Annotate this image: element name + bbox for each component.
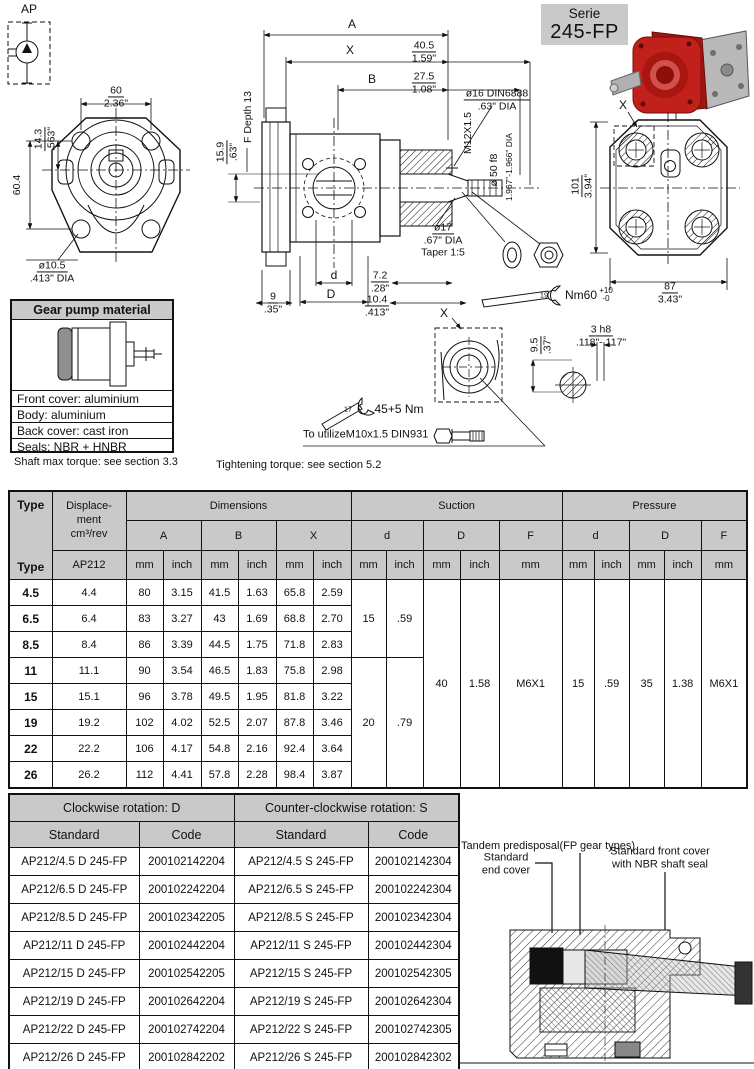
table-row (9, 960, 459, 988)
unit-header: inch (163, 551, 201, 580)
cell: 4.41 (163, 762, 201, 789)
table-row (9, 848, 459, 876)
cell: 46.5 (201, 658, 238, 684)
dim-pilot: ø 50 f8 (487, 153, 500, 187)
cell: 92.4 (276, 736, 313, 762)
table-row (9, 1044, 459, 1069)
dim-10-4: $\frac{10.4}{.413"}$ (364, 293, 390, 319)
cell-merged: M6X1 (701, 580, 747, 789)
cell-standard: AP212/15 S 245-FP (234, 960, 368, 988)
cell-standard: AP212/26 D 245-FP (9, 1044, 139, 1069)
cell: 4.02 (163, 710, 201, 736)
cell-merged: M6X1 (499, 580, 562, 789)
unit-header: inch (313, 551, 351, 580)
dim-101: 101 3.94" (569, 173, 595, 199)
cell: 11.1 (52, 658, 126, 684)
col-header-pressure-D: D (629, 521, 701, 551)
material-row-back-cover: Back cover: cast iron (12, 423, 172, 439)
cell: 3.46 (313, 710, 351, 736)
cell: 6.4 (52, 606, 126, 632)
cell: 75.8 (276, 658, 313, 684)
col-header-x: X (276, 521, 351, 551)
table-row (9, 1016, 459, 1044)
cell: 3.78 (163, 684, 201, 710)
unit-header: inch (664, 551, 701, 580)
cell-standard: AP212/8.5 D 245-FP (9, 904, 139, 932)
cell-standard: AP212/11 S 245-FP (234, 932, 368, 960)
bolt-icon (434, 429, 484, 443)
dim-7-2: $\frac{7.2}{.28"}$ (370, 269, 390, 295)
col-header-suction-d: d (351, 521, 423, 551)
cell: 2.28 (238, 762, 276, 789)
front-view-drawing (26, 98, 190, 264)
col-header-type: Type Type (9, 491, 52, 580)
ap-symbol-drawing (8, 22, 50, 84)
cell-standard: AP212/22 D 245-FP (9, 1016, 139, 1044)
cell-standard: AP212/15 D 245-FP (9, 960, 139, 988)
cell: 87.8 (276, 710, 313, 736)
unit-header: mm (499, 551, 562, 580)
cell: 52.5 (201, 710, 238, 736)
cell: 90 (126, 658, 163, 684)
cell: 4.17 (163, 736, 201, 762)
cell: 2.83 (313, 632, 351, 658)
cell-standard: AP212/4.5 D 245-FP (9, 848, 139, 876)
cell-code: 200102742204 (139, 1016, 234, 1044)
series-label: Serie (568, 5, 601, 21)
cell-code: 200102442304 (368, 932, 459, 960)
cell-standard: AP212/11 D 245-FP (9, 932, 139, 960)
front-cover-label: Standard front cover with NBR shaft seal (610, 845, 710, 870)
material-row-body: Body: aluminium (12, 407, 172, 423)
dim-a-label: A (347, 17, 357, 32)
cell: 102 (126, 710, 163, 736)
group-header-pressure: Pressure (562, 491, 747, 521)
rotation-table (8, 793, 460, 1069)
dim-key-width: $\frac{3 h8}{.118"-.117"}$ (575, 323, 627, 349)
cell: 43 (201, 606, 238, 632)
material-row-seals: Seals: NBR + HNBR (17, 439, 127, 454)
cell: 1.95 (238, 684, 276, 710)
col-header-pressure-f: F (701, 521, 747, 551)
header-code: Code (368, 822, 459, 848)
wrench-19-icon (482, 286, 560, 307)
cell: 2.59 (313, 580, 351, 606)
washer-nut-drawing (503, 242, 563, 268)
nut-torque-tolerance: +10 -0 (599, 286, 613, 303)
cell-code: 200102742305 (368, 1016, 459, 1044)
cell: 8.4 (52, 632, 126, 658)
dimensions-table (8, 490, 748, 789)
cell-code: 200102142304 (368, 848, 459, 876)
cell: 65.8 (276, 580, 313, 606)
cell: 15.1 (52, 684, 126, 710)
cell: 2.98 (313, 658, 351, 684)
table-row (9, 904, 459, 932)
cell: 44.5 (201, 632, 238, 658)
material-row-front-cover: Front cover: aluminium (12, 391, 172, 407)
end-cover-label: Standard end cover (481, 851, 531, 876)
unit-header: inch (594, 551, 629, 580)
unit-header: mm (351, 551, 386, 580)
back-detail-x-label: X (618, 98, 628, 113)
cell-type: 26 (9, 762, 52, 789)
cell-code: 200102342304 (368, 904, 459, 932)
cell-merged: .59 (386, 580, 423, 658)
dim-key-height: 9.5 .37" (528, 335, 554, 355)
cell-merged: 35 (629, 580, 664, 789)
unit-header: mm (423, 551, 460, 580)
unit-header: inch (386, 551, 423, 580)
header-code: Code (139, 822, 234, 848)
tightening-torque-note: Tightening torque: see section 5.2 (216, 459, 382, 471)
cell: 49.5 (201, 684, 238, 710)
cell-code: 200102642304 (368, 988, 459, 1016)
cell-type: 6.5 (9, 606, 52, 632)
col-header-displacement: Displace- ment cm³/rev (52, 491, 126, 551)
dim-87: $\frac{87}{3.43"}$ (657, 280, 683, 306)
dim-front-hole: ø10.5 .413" DIA (29, 259, 75, 285)
wrench-19-size: 19 (539, 290, 549, 300)
dim-d-label: d (330, 268, 338, 283)
cell: 3.15 (163, 580, 201, 606)
dim-thread: M12X1.5 (461, 111, 474, 155)
cell-type: 19 (9, 710, 52, 736)
cell: 2.70 (313, 606, 351, 632)
dim-f-depth: F Depth 13 (241, 91, 254, 143)
header-counter-clockwise: Counter-clockwise rotation: S (234, 794, 459, 822)
unit-header: mm (629, 551, 664, 580)
cell: 86 (126, 632, 163, 658)
dim-9: $\frac{9}{.35"}$ (263, 290, 283, 316)
col-header-suction-D: D (423, 521, 499, 551)
cell-merged: 1.58 (460, 580, 499, 789)
dim-front-width: $\frac{60}{2.36"}$ (103, 84, 129, 110)
material-box (10, 299, 174, 453)
cell: 96 (126, 684, 163, 710)
cell-code: 200102142204 (139, 848, 234, 876)
cell-standard: AP212/19 D 245-FP (9, 988, 139, 1016)
dim-cap-d-label: D (326, 287, 336, 302)
col-header-suction-f: F (499, 521, 562, 551)
col-header-a: A (126, 521, 201, 551)
cell: 57.8 (201, 762, 238, 789)
cell-code: 200102442204 (139, 932, 234, 960)
dim-front-height: 60.4 (10, 174, 23, 196)
cell: 112 (126, 762, 163, 789)
pump-photo (610, 31, 749, 120)
cell: 3.27 (163, 606, 201, 632)
wrench-17-size: 17 (343, 404, 353, 414)
cell-standard: AP212/8.5 S 245-FP (234, 904, 368, 932)
cell: 106 (126, 736, 163, 762)
material-box-title: Gear pump material (12, 301, 172, 320)
cell-code: 200102242304 (368, 876, 459, 904)
series-value: 245-FP (550, 20, 619, 43)
unit-header: mm (126, 551, 163, 580)
cell-standard: AP212/26 S 245-FP (234, 1044, 368, 1069)
cell-type: 15 (9, 684, 52, 710)
cell-standard: AP212/22 S 245-FP (234, 1016, 368, 1044)
cell: 54.8 (201, 736, 238, 762)
cell-type: 8.5 (9, 632, 52, 658)
bolt-note: To utilizeM10x1.5 DIN931 (303, 428, 429, 441)
cell: 41.5 (201, 580, 238, 606)
cell-code: 200102342205 (139, 904, 234, 932)
ap-symbol-label: AP (20, 2, 38, 17)
cell-standard: AP212/6.5 D 245-FP (9, 876, 139, 904)
table-row (9, 988, 459, 1016)
cell: 3.39 (163, 632, 201, 658)
cell: 3.22 (313, 684, 351, 710)
cell-code: 200102842202 (139, 1044, 234, 1069)
cell: 19.2 (52, 710, 126, 736)
cell-merged: 1.38 (664, 580, 701, 789)
col-header-ap212: AP212 (52, 551, 126, 580)
unit-header: inch (238, 551, 276, 580)
cell-type: 11 (9, 658, 52, 684)
cell-type: 22 (9, 736, 52, 762)
cell-code: 200102542205 (139, 960, 234, 988)
cell: 3.54 (163, 658, 201, 684)
unit-header: inch (460, 551, 499, 580)
col-header-b: B (201, 521, 276, 551)
cell-displacement: 4.4 (52, 580, 126, 606)
cell-merged: 15 (351, 580, 386, 658)
group-header-suction: Suction (351, 491, 562, 521)
nut-torque-value: Nm60 (564, 288, 598, 303)
unit-header: mm (562, 551, 594, 580)
col-header-pressure-d: d (562, 521, 629, 551)
cell-merged: 40 (423, 580, 460, 789)
cell: 1.69 (238, 606, 276, 632)
dim-x-label: X (345, 43, 355, 58)
cell-merged: .79 (386, 658, 423, 789)
cell: 83 (126, 606, 163, 632)
unit-header: mm (276, 551, 313, 580)
dim-27-5: $\frac{27.5}{1.08"}$ (411, 70, 437, 96)
tandem-title: Tandem predisposal(FP gear types) (461, 840, 636, 852)
cell-code: 200102842302 (368, 1044, 459, 1069)
dim-b-label: B (367, 72, 377, 87)
cell-code: 200102242204 (139, 876, 234, 904)
cell: 98.4 (276, 762, 313, 789)
dim-front-offset: 14.3 .563" (32, 126, 58, 152)
cell-merged: 15 (562, 580, 594, 789)
cell: 80 (126, 580, 163, 606)
cell: 81.8 (276, 684, 313, 710)
cell: 22.2 (52, 736, 126, 762)
cell-merged: .59 (594, 580, 629, 789)
material-box-figure (12, 320, 172, 391)
table-row (9, 932, 459, 960)
detail-torque-value: 45+5 Nm (374, 402, 424, 417)
detail-x-drawing (303, 318, 545, 446)
cell: 1.83 (238, 658, 276, 684)
cell: 71.8 (276, 632, 313, 658)
cell: 1.75 (238, 632, 276, 658)
series-badge (541, 4, 628, 45)
detail-x-label: X (439, 306, 449, 321)
cell: 2.16 (238, 736, 276, 762)
back-view-drawing (590, 112, 740, 290)
cell: 2.07 (238, 710, 276, 736)
cell: 26.2 (52, 762, 126, 789)
cell-type: 4.5 (9, 580, 52, 606)
dim-40-5: $\frac{40.5}{1.59"}$ (411, 39, 437, 65)
dim-taper: ø17 .67" DIA Taper 1:5 (421, 221, 465, 259)
unit-header: mm (201, 551, 238, 580)
table-row (9, 876, 459, 904)
cell-code: 200102542305 (368, 960, 459, 988)
header-standard: Standard (9, 822, 139, 848)
header-clockwise: Clockwise rotation: D (9, 794, 234, 822)
header-standard: Standard (234, 822, 368, 848)
cell: 68.8 (276, 606, 313, 632)
cell-standard: AP212/4.5 S 245-FP (234, 848, 368, 876)
unit-header: mm (701, 551, 747, 580)
dim-key-note: ø16 DIN6888 .63" DIA (465, 87, 529, 113)
cell: 1.63 (238, 580, 276, 606)
cell-code: 200102642204 (139, 988, 234, 1016)
table-row (9, 580, 747, 606)
cell-merged: 20 (351, 658, 386, 789)
cell-standard: AP212/19 S 245-FP (234, 988, 368, 1016)
cell: 3.87 (313, 762, 351, 789)
cell-standard: AP212/6.5 S 245-FP (234, 876, 368, 904)
pump-cross-section (510, 925, 752, 1062)
dim-15-9: 15.9 .63" (214, 141, 240, 163)
group-header-dimensions: Dimensions (126, 491, 351, 521)
dim-pilot-inch: 1.967"-1.966" DIA (504, 133, 515, 201)
cell: 3.64 (313, 736, 351, 762)
shaft-torque-note: Shaft max torque: see section 3.3 (14, 456, 178, 468)
